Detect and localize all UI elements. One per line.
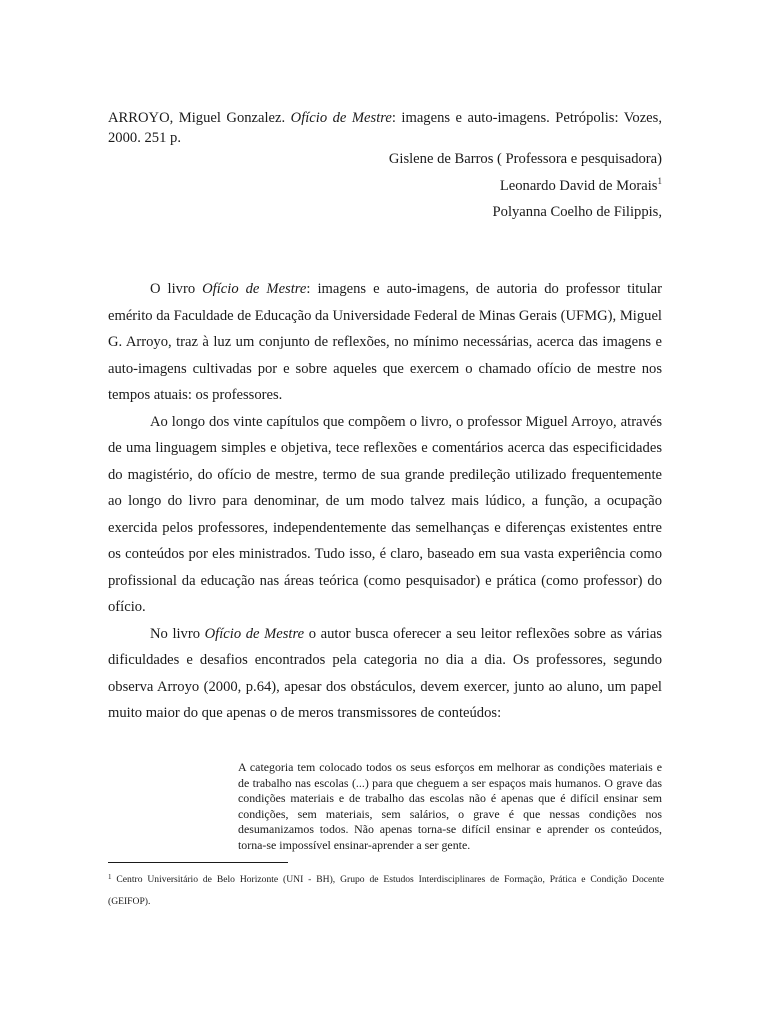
footnote-separator bbox=[108, 862, 288, 863]
footnote-marker: 1 bbox=[657, 175, 662, 186]
paragraph-text: : imagens e auto-imagens, de autoria do professor titular emérito da Faculdade de Educação da Universidade Federal de Minas Gerais (UFMG), Miguel G. Arroyo, traz à luz um conjunto de reflexões, no mínimo necessárias, acerca das imagens e auto-imagens cultivadas por e sobre aqueles que exercem o chamado ofício de mestre nos tempos atuais: os professores. bbox=[108, 281, 662, 403]
author-name: Polyanna Coelho de Filippis, bbox=[492, 204, 662, 220]
book-title-italic: Ofício de Mestre bbox=[204, 625, 305, 642]
body-paragraph: Ao longo dos vinte capítulos que compõem o livro, o professor Miguel Arroyo, através de uma linguagem simples e objetiva, tece reflexões e comentários acerca das especificidades do magistério, do ofício de mestre, termo de sua grande predileção utilizado frequentemente ao longo do livro para denominar, de um modo talvez mais lúdico, a função, a ocupação exercida pelos professores, independentemente das semelhanças e diferenças existentes entre os conteúdos por eles ministrados. Tudo isso, é claro, baseado em sua vasta experiência como profissional da educação nas áreas teórica (como pesquisador) e prática (como professor) do ofício. bbox=[108, 413, 662, 615]
author-name: Gislene de Barros ( Professora e pesquisadora) bbox=[388, 151, 662, 167]
bibliographic-reference bbox=[108, 108, 662, 148]
body-paragraph bbox=[108, 276, 662, 409]
footnote bbox=[108, 869, 664, 913]
author-line bbox=[389, 173, 662, 200]
paragraph-text: o autor busca oferecer a seu leitor reflexões sobre as várias dificuldades e desafios encontrados pela categoria no dia a dia. Os professores, segundo observa Arroyo (2000, p.64), apesar dos obstáculos, devem exercer, junto ao aluno, um papel muito maior do que apenas o de meros transmissores de conteúdos: bbox=[108, 625, 662, 721]
paragraph-text: O livro bbox=[150, 281, 203, 297]
author-line bbox=[389, 199, 662, 226]
book-title-italic: Ofício de Mestre bbox=[202, 281, 307, 297]
author-name: Leonardo David de Morais bbox=[499, 177, 658, 194]
review-authors bbox=[389, 146, 662, 226]
footnote-text: Centro Universitário de Belo Horizonte (UNI - BH), Grupo de Estudos Interdisciplinares de Formação, Prática e Condição Docente (GEIFOP). bbox=[108, 874, 664, 907]
reference-publication-info: : imagens e auto-imagens. Petrópolis: Vozes, 2000. 251 p. bbox=[108, 110, 662, 146]
paragraph-text: No livro bbox=[150, 625, 205, 642]
review-body bbox=[108, 276, 662, 727]
footnote-number: 1 bbox=[108, 873, 112, 881]
author-line bbox=[389, 146, 662, 173]
body-paragraph bbox=[108, 621, 662, 727]
reference-author: ARROYO, Miguel Gonzalez. bbox=[108, 110, 291, 126]
block-quote: A categoria tem colocado todos os seus esforços em melhorar as condições materiais e de trabalho nas escolas (...) para que cheguem a ser espaços mais humanos. O grave das condições materiais e de trabalho das escolas não é apenas que é difícil ensinar sem condições, sem materiais, sem salários, o grave é que nessas condições nos desumanizamos todos. Não apenas torna-se difícil ensinar e aprender os conteúdos, torna-se impossível ensinar-aprender a ser gente. bbox=[238, 760, 662, 852]
reference-book-title: Ofício de Mestre bbox=[290, 110, 392, 126]
